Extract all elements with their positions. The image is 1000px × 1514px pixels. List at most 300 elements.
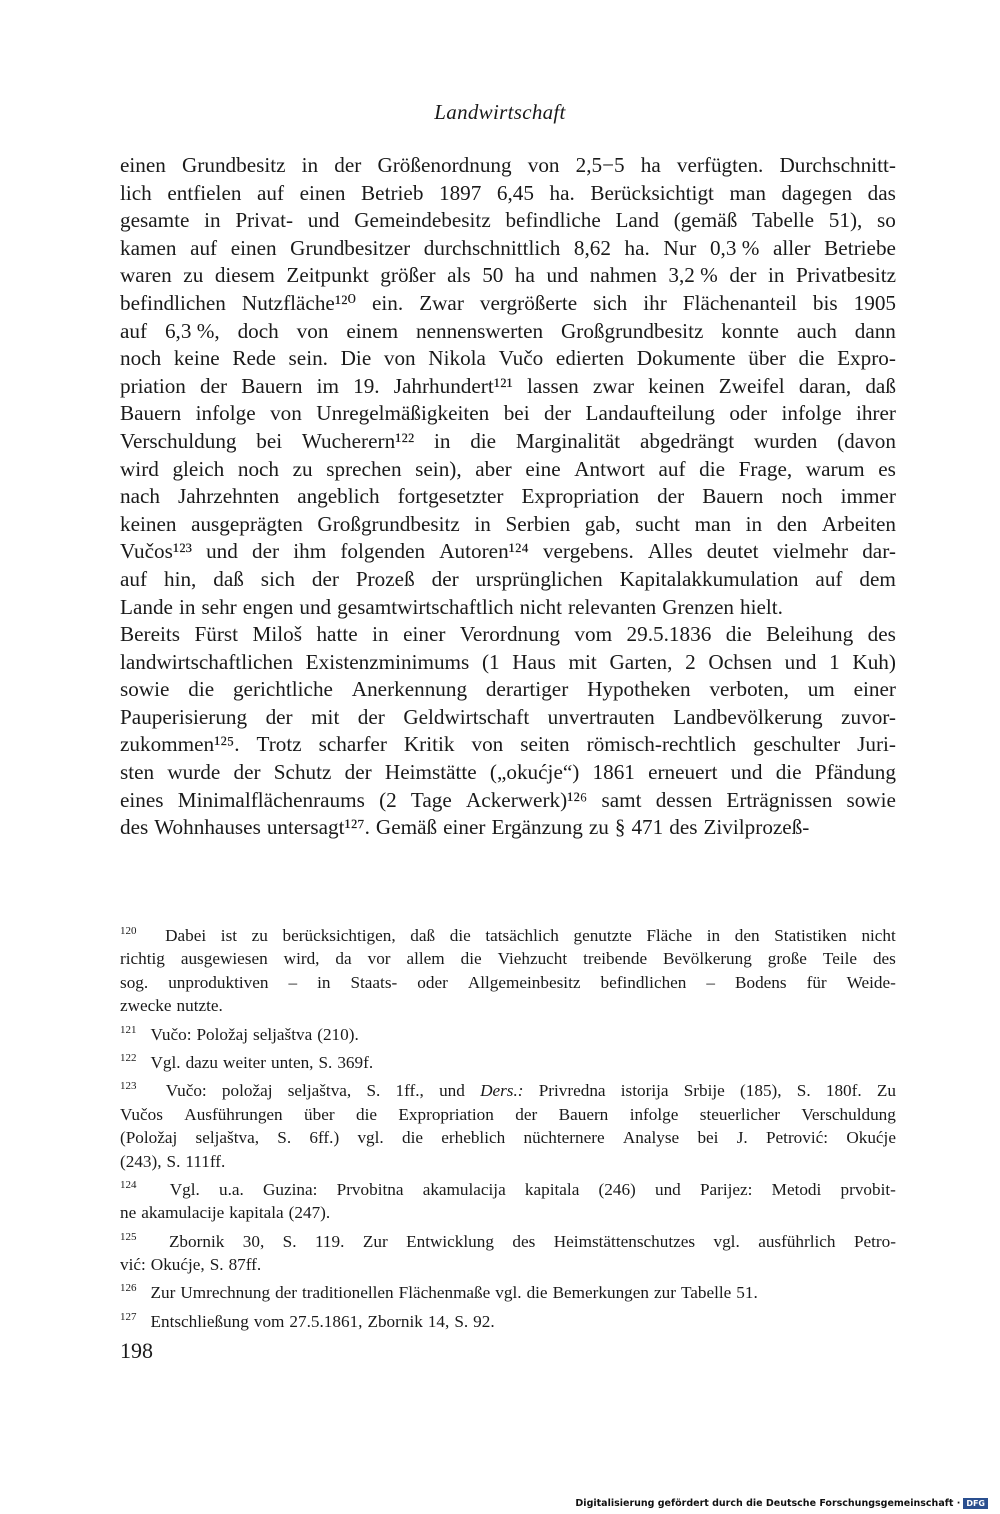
body-word: sten bbox=[120, 760, 155, 785]
body-word: befindliche bbox=[505, 208, 601, 233]
body-word: auf bbox=[190, 235, 218, 260]
body-word: Bauern bbox=[702, 484, 764, 509]
footnote bbox=[120, 1281, 896, 1304]
page-number: 198 bbox=[120, 1338, 153, 1363]
footnote-word: (246) bbox=[598, 1179, 636, 1199]
body-word: konnte bbox=[721, 318, 779, 343]
body-word: 2,5−5 bbox=[575, 153, 625, 177]
body-word: mit bbox=[568, 649, 597, 674]
footnote-number: 127 bbox=[120, 1310, 137, 1323]
body-word: Anerkennung bbox=[351, 677, 468, 702]
footnote-word: zu bbox=[251, 926, 268, 945]
body-word: Größenordnung bbox=[377, 153, 512, 177]
footnote-word: für bbox=[806, 972, 827, 992]
body-word: nach bbox=[120, 484, 160, 509]
body-word: 19. bbox=[353, 373, 380, 398]
footnote-word: Vučos bbox=[120, 1104, 163, 1124]
body-word: Verschuldung bbox=[120, 428, 237, 453]
body-word: gesamtwirtschaftlich bbox=[337, 594, 514, 619]
footnote-word: Bevölkerung bbox=[663, 949, 752, 969]
body-word: nennenswerten bbox=[416, 318, 544, 343]
footnote-word: prvobit- bbox=[840, 1179, 896, 1199]
footnote-line bbox=[120, 971, 896, 994]
body-word: der bbox=[334, 153, 362, 177]
footnote-number: 124 bbox=[120, 1178, 137, 1191]
body-word: noch bbox=[237, 456, 280, 481]
body-word: mit bbox=[311, 704, 340, 729]
body-word: Juri- bbox=[857, 732, 896, 757]
footnote-word: Viehzucht bbox=[497, 949, 568, 969]
footnote-word: zur bbox=[653, 1283, 676, 1303]
footnote-word: kapitala bbox=[524, 1179, 580, 1199]
footnote-word: J. bbox=[736, 1128, 748, 1148]
body-word: ursprünglichen bbox=[475, 566, 603, 591]
body-line bbox=[120, 262, 896, 290]
body-word: Privat- bbox=[235, 208, 294, 233]
body-word: 471 bbox=[631, 815, 664, 840]
body-word: und bbox=[546, 263, 579, 288]
body-word: die bbox=[798, 346, 825, 371]
body-word: sowie bbox=[120, 677, 170, 702]
footnote-word: S. bbox=[796, 1081, 811, 1101]
body-word: Hypotheken bbox=[587, 677, 691, 702]
footnote-word: Bodens bbox=[735, 972, 787, 992]
body-line bbox=[120, 456, 896, 484]
body-word: Ackerwerk)¹²⁶ bbox=[466, 787, 588, 812]
body-word: der bbox=[729, 263, 757, 288]
footnote-word: die bbox=[356, 1104, 377, 1124]
footnote-number: 126 bbox=[120, 1282, 137, 1295]
body-word: Unregelmäßigkeiten bbox=[316, 401, 490, 426]
footnote-line bbox=[120, 1230, 896, 1253]
body-word: derartiger bbox=[485, 677, 569, 702]
body-word: (gemäß bbox=[673, 208, 738, 233]
footnote-word: Parijez: bbox=[699, 1179, 753, 1199]
body-word: von bbox=[471, 732, 504, 757]
body-word: Ergänzung bbox=[491, 815, 583, 840]
footnote-word: Fläche bbox=[646, 926, 693, 945]
body-word: oder bbox=[729, 401, 768, 426]
body-word: einem bbox=[346, 318, 399, 343]
body-line bbox=[120, 345, 896, 373]
body-word: Nikola bbox=[428, 346, 486, 371]
footnote-word: 14, bbox=[427, 1311, 450, 1331]
body-word: Wohnhauses bbox=[154, 815, 261, 840]
footnote-word: (210). bbox=[317, 1024, 359, 1044]
body-word: Wucherern¹²² bbox=[301, 428, 415, 453]
body-line bbox=[120, 180, 896, 208]
body-word: diesem bbox=[214, 263, 275, 288]
footnote-word: Vučo: bbox=[165, 1081, 207, 1101]
footnote-word: Bemerkungen bbox=[552, 1283, 649, 1303]
body-word: Beleihung bbox=[766, 622, 854, 647]
footnote-word: Zbornik bbox=[367, 1311, 423, 1331]
footnote-word: Tabelle bbox=[680, 1283, 732, 1303]
body-word: einer bbox=[403, 622, 446, 647]
body-word: dem bbox=[859, 566, 896, 591]
body-word: über bbox=[748, 346, 786, 371]
body-word: in bbox=[204, 208, 221, 233]
body-word: der bbox=[544, 401, 572, 426]
body-line bbox=[120, 787, 896, 815]
footnote-word: Umrechnung bbox=[180, 1283, 271, 1303]
body-word: Zeitpunkt bbox=[286, 263, 369, 288]
body-word: erneuert bbox=[648, 760, 718, 785]
body-word: ihm bbox=[293, 539, 327, 564]
body-word: Bereits bbox=[120, 622, 181, 647]
body-word: (1 bbox=[481, 649, 500, 674]
body-word: der bbox=[344, 760, 372, 785]
footnote-word: Bauern bbox=[558, 1104, 609, 1124]
body-word: Gemäß bbox=[375, 815, 438, 840]
body-word: Ochsen bbox=[708, 649, 772, 674]
body-word: nahmen bbox=[589, 263, 657, 288]
body-word: 6,3 %, bbox=[164, 318, 220, 343]
footnote-word: seljaštva bbox=[253, 1024, 313, 1044]
footnote-line bbox=[120, 1201, 896, 1224]
footnote-word: 111ff. bbox=[185, 1151, 226, 1171]
body-word: der bbox=[233, 760, 261, 785]
body-word: infolge bbox=[781, 401, 842, 426]
footnote bbox=[120, 1079, 896, 1173]
body-word: zwar bbox=[592, 373, 635, 398]
body-word: Rede bbox=[232, 346, 276, 371]
body-word: vergrößerte bbox=[479, 290, 578, 315]
footnote-word: Heimstättenschutzes bbox=[553, 1231, 696, 1251]
body-word: daß bbox=[213, 566, 244, 591]
body-word: ha. bbox=[549, 180, 575, 205]
body-word: von bbox=[270, 401, 302, 426]
footnote-word: ausführlich bbox=[758, 1231, 836, 1251]
body-word: angeblich bbox=[297, 484, 380, 509]
body-word: der bbox=[200, 373, 228, 398]
footnote-word: in bbox=[706, 926, 721, 945]
body-word: engen bbox=[242, 594, 294, 619]
footnote-word: Statistiken bbox=[774, 926, 847, 945]
body-word: waren bbox=[120, 263, 172, 288]
body-word: edierten bbox=[555, 346, 625, 371]
body-line bbox=[120, 759, 896, 787]
body-word: 51), bbox=[828, 208, 863, 233]
body-word: infolge bbox=[195, 401, 256, 426]
body-word: lich bbox=[120, 180, 152, 205]
dfg-logo-icon: DFG bbox=[963, 1498, 988, 1509]
body-word: Betriebe bbox=[824, 235, 896, 260]
footnote-word: ausgewiesen bbox=[180, 949, 268, 969]
body-word: auf bbox=[257, 180, 285, 205]
body-word: keinen bbox=[120, 511, 177, 536]
footnote-word: oder bbox=[417, 972, 448, 992]
body-word: Nutzfläche¹²⁰ bbox=[241, 290, 357, 315]
body-word: des bbox=[120, 815, 149, 840]
footnote-word: Vgl. bbox=[169, 1179, 200, 1199]
footnote-line bbox=[120, 1253, 896, 1276]
footnote-word: Teile bbox=[822, 949, 857, 969]
body-word: Dokumente bbox=[636, 346, 736, 371]
body-word: als bbox=[447, 263, 471, 288]
footnote-word: akamulacije bbox=[141, 1203, 225, 1223]
footnote-word: vgl. bbox=[495, 1283, 522, 1303]
footnote bbox=[120, 1310, 896, 1333]
footnote-word: Ausführungen bbox=[184, 1104, 283, 1124]
body-word: einen bbox=[299, 180, 346, 205]
body-word: wurden bbox=[753, 428, 818, 453]
body-word: und bbox=[784, 649, 817, 674]
body-word: Tage bbox=[410, 787, 452, 812]
body-word: Prozeß bbox=[355, 566, 415, 591]
footnote-word: Vučo: bbox=[150, 1024, 192, 1044]
body-word: Antwort bbox=[574, 456, 645, 481]
body-word: ausgeprägten bbox=[191, 511, 303, 536]
body-word: noch bbox=[120, 346, 162, 371]
body-word: sich bbox=[260, 566, 295, 591]
body-word: daran, bbox=[798, 373, 852, 398]
footnote-line bbox=[120, 1281, 896, 1304]
body-word: sowie bbox=[846, 787, 896, 812]
body-word: den bbox=[776, 511, 808, 536]
body-word: Haus bbox=[512, 649, 556, 674]
body-word: Privatbesitz bbox=[795, 263, 896, 288]
body-word: geschulter bbox=[753, 732, 841, 757]
footnote-word: vgl. bbox=[713, 1231, 740, 1251]
body-line bbox=[120, 152, 896, 180]
body-word: hin, bbox=[163, 566, 197, 591]
footnote-word: Flächenmaße bbox=[398, 1283, 491, 1303]
body-word: bei bbox=[256, 428, 283, 453]
body-line bbox=[120, 704, 896, 732]
body-word: keine bbox=[173, 346, 220, 371]
body-word: Heimstätte bbox=[384, 760, 477, 785]
body-word: hielt. bbox=[740, 594, 783, 619]
body-word: 0,3 % bbox=[709, 235, 760, 260]
body-word: 29.5.1836 bbox=[626, 622, 712, 647]
body-word: daß bbox=[865, 373, 896, 398]
footnote-word: vgl. bbox=[357, 1128, 384, 1148]
body-word: einer bbox=[443, 815, 486, 840]
body-word: 1905 bbox=[853, 290, 896, 315]
footnote-word: istorija bbox=[620, 1081, 669, 1101]
footnote-word: die bbox=[460, 949, 482, 969]
body-word: gleich bbox=[172, 456, 225, 481]
body-word: unvertrauten bbox=[547, 704, 655, 729]
body-word: man bbox=[729, 180, 766, 205]
footnote-word: Srbije bbox=[683, 1081, 725, 1101]
body-word: doch bbox=[237, 318, 279, 343]
body-word: Zwar bbox=[419, 290, 464, 315]
footnote-number: 121 bbox=[120, 1023, 137, 1036]
body-word: der bbox=[252, 539, 280, 564]
body-text bbox=[120, 152, 896, 842]
body-word: der bbox=[357, 704, 385, 729]
body-word: (davon bbox=[837, 428, 896, 453]
footnote-word: ist bbox=[220, 926, 238, 945]
footnote-word: seljaštva, bbox=[195, 1128, 260, 1148]
footnote-word: Zur bbox=[150, 1283, 176, 1303]
body-word: Marginalität bbox=[515, 428, 621, 453]
body-word: Kapitalakkumulation bbox=[619, 566, 799, 591]
footnote-word: die bbox=[526, 1283, 548, 1303]
body-word: Expropriation bbox=[521, 484, 640, 509]
footnote-word: Zbornik bbox=[168, 1231, 225, 1251]
body-word: Miloš bbox=[252, 622, 302, 647]
footnote-word: (Položaj bbox=[120, 1128, 178, 1148]
body-word: Kritik bbox=[403, 732, 455, 757]
footnote-line bbox=[120, 924, 896, 947]
footnote-word: der bbox=[515, 1104, 538, 1124]
footnote-word: ne bbox=[120, 1203, 137, 1223]
footnote-word: die bbox=[449, 926, 471, 945]
body-word: Grenzen bbox=[662, 594, 735, 619]
body-word: 2 bbox=[685, 649, 696, 674]
body-word: zukommen¹²⁵. bbox=[120, 732, 240, 757]
body-word: relevanten bbox=[568, 594, 657, 619]
footnote-word: bei bbox=[697, 1128, 719, 1148]
body-word: zu bbox=[183, 263, 204, 288]
footnote-word: erheblich bbox=[441, 1128, 506, 1148]
body-word: so bbox=[877, 208, 896, 233]
body-word: aber bbox=[475, 456, 512, 481]
footnote-word: 1ff., bbox=[395, 1081, 424, 1101]
body-word: vielmehr bbox=[772, 539, 849, 564]
footnote-word: allem bbox=[406, 949, 445, 969]
footnote bbox=[120, 1230, 896, 1277]
footnote-line bbox=[120, 947, 896, 970]
body-word: immer bbox=[840, 484, 896, 509]
body-word: Geldwirtschaft bbox=[403, 704, 530, 729]
body-word: um bbox=[807, 677, 835, 702]
body-word: römisch-rechtlich bbox=[586, 732, 737, 757]
body-word: die bbox=[725, 622, 752, 647]
body-word: 50 bbox=[482, 263, 504, 288]
footnote-word: akamulacija bbox=[422, 1179, 506, 1199]
footnote bbox=[120, 1023, 896, 1046]
body-word: zu bbox=[292, 456, 313, 481]
footnote-line bbox=[120, 994, 896, 1017]
footnote-word: des bbox=[872, 949, 896, 969]
body-word: Erträgnissen bbox=[726, 787, 833, 812]
body-word: ha bbox=[640, 153, 661, 177]
body-word: nicht bbox=[519, 594, 563, 619]
body-word: Fürst bbox=[194, 622, 239, 647]
body-word: Minimalflächenraums bbox=[177, 787, 365, 812]
body-word: untersagt¹²⁷. bbox=[266, 815, 370, 840]
body-word: die bbox=[775, 760, 802, 785]
footnote-line bbox=[120, 1310, 896, 1333]
body-word: hatte bbox=[316, 622, 358, 647]
body-word: der bbox=[265, 704, 293, 729]
footnote-word: Metodi bbox=[771, 1179, 822, 1199]
footnote-word: da bbox=[335, 949, 352, 969]
body-word: Frage, bbox=[738, 456, 793, 481]
body-word: gab, bbox=[584, 511, 621, 536]
body-word: Kuh) bbox=[852, 649, 896, 674]
body-word: abgedrängt bbox=[639, 428, 735, 453]
footnote-word: Dabei bbox=[165, 926, 207, 945]
body-word: folgenden bbox=[340, 539, 426, 564]
footnote-word: 6ff.) bbox=[309, 1128, 340, 1148]
body-word: auf bbox=[658, 456, 686, 481]
body-word: Landbevölkerung bbox=[673, 704, 823, 729]
footnote-line bbox=[120, 1150, 896, 1173]
footnote-word: richtig bbox=[120, 949, 165, 969]
body-word: Vučos¹²³ bbox=[120, 539, 192, 564]
body-word: sprechen bbox=[326, 456, 402, 481]
body-word: Vučo bbox=[498, 346, 544, 371]
footnote-word: traditionellen bbox=[302, 1283, 394, 1303]
body-word: in bbox=[474, 511, 491, 536]
footnote-word: vić: bbox=[120, 1255, 146, 1275]
body-word: Flächenanteil bbox=[682, 290, 797, 315]
footnote-word: 369f. bbox=[337, 1052, 374, 1072]
footnote-word: unproduktiven bbox=[168, 972, 269, 992]
body-word: Landaufteilung bbox=[585, 401, 715, 426]
body-word: des bbox=[867, 622, 896, 647]
body-word: fortgesetzter bbox=[397, 484, 504, 509]
footnote-word: und bbox=[439, 1081, 465, 1101]
footnote-word: Vgl. bbox=[150, 1052, 181, 1072]
footnote-word: treibende bbox=[583, 949, 648, 969]
footnote-word: tatsächlich bbox=[485, 926, 559, 945]
footnote-word: nutzte. bbox=[176, 996, 223, 1016]
body-word: der bbox=[311, 566, 339, 591]
body-word: Expro- bbox=[837, 346, 896, 371]
body-word: Verordnung bbox=[459, 622, 560, 647]
footnote-word: die bbox=[401, 1128, 423, 1148]
body-word: und bbox=[206, 539, 238, 564]
body-word: Großgrundbesitz bbox=[560, 318, 704, 343]
footnote-word: Petrović: bbox=[765, 1128, 829, 1148]
body-line bbox=[120, 207, 896, 235]
footnote-word: S. bbox=[454, 1311, 469, 1331]
body-word: ihr bbox=[643, 290, 667, 315]
footnote-word: befindlichen bbox=[600, 972, 687, 992]
body-word: in bbox=[301, 153, 319, 177]
footnote-word: und bbox=[654, 1179, 681, 1199]
body-word: das bbox=[867, 180, 896, 205]
footnote-line bbox=[120, 1023, 896, 1046]
footnote-word: vom bbox=[253, 1311, 285, 1331]
body-word: Großgrundbesitz bbox=[317, 511, 460, 536]
body-word: von bbox=[383, 346, 416, 371]
footnote-word: nicht bbox=[861, 926, 896, 945]
body-word: Gemeindebesitz bbox=[354, 208, 491, 233]
footnote-word: 180f. bbox=[825, 1081, 862, 1101]
body-word: die bbox=[188, 677, 215, 702]
footnote-word: 92. bbox=[473, 1311, 495, 1331]
body-line bbox=[120, 731, 896, 759]
footnote-word: steuerlicher bbox=[699, 1104, 780, 1124]
body-word: Existenzminimums bbox=[305, 649, 470, 674]
footnote-word: S. bbox=[318, 1052, 333, 1072]
body-word: von bbox=[527, 153, 560, 177]
body-word: Pauperisierung bbox=[120, 704, 248, 729]
footnote-word: vor bbox=[367, 949, 391, 969]
body-word: dann bbox=[854, 318, 896, 343]
body-word: die bbox=[470, 428, 497, 453]
footnote-word: den bbox=[734, 926, 760, 945]
body-word: sehr bbox=[201, 594, 237, 619]
body-word: noch bbox=[781, 484, 823, 509]
body-word: wurde bbox=[167, 760, 221, 785]
body-word: Betrieb bbox=[361, 180, 424, 205]
footnote-word: 119. bbox=[314, 1231, 345, 1251]
body-word: auf bbox=[120, 566, 148, 591]
body-word: in bbox=[745, 511, 763, 536]
body-word: Jahrhundert¹²¹ bbox=[393, 373, 513, 398]
body-word: ein. bbox=[372, 290, 404, 315]
footnote-word: Analyse bbox=[622, 1128, 680, 1148]
body-word: (2 bbox=[379, 787, 397, 812]
